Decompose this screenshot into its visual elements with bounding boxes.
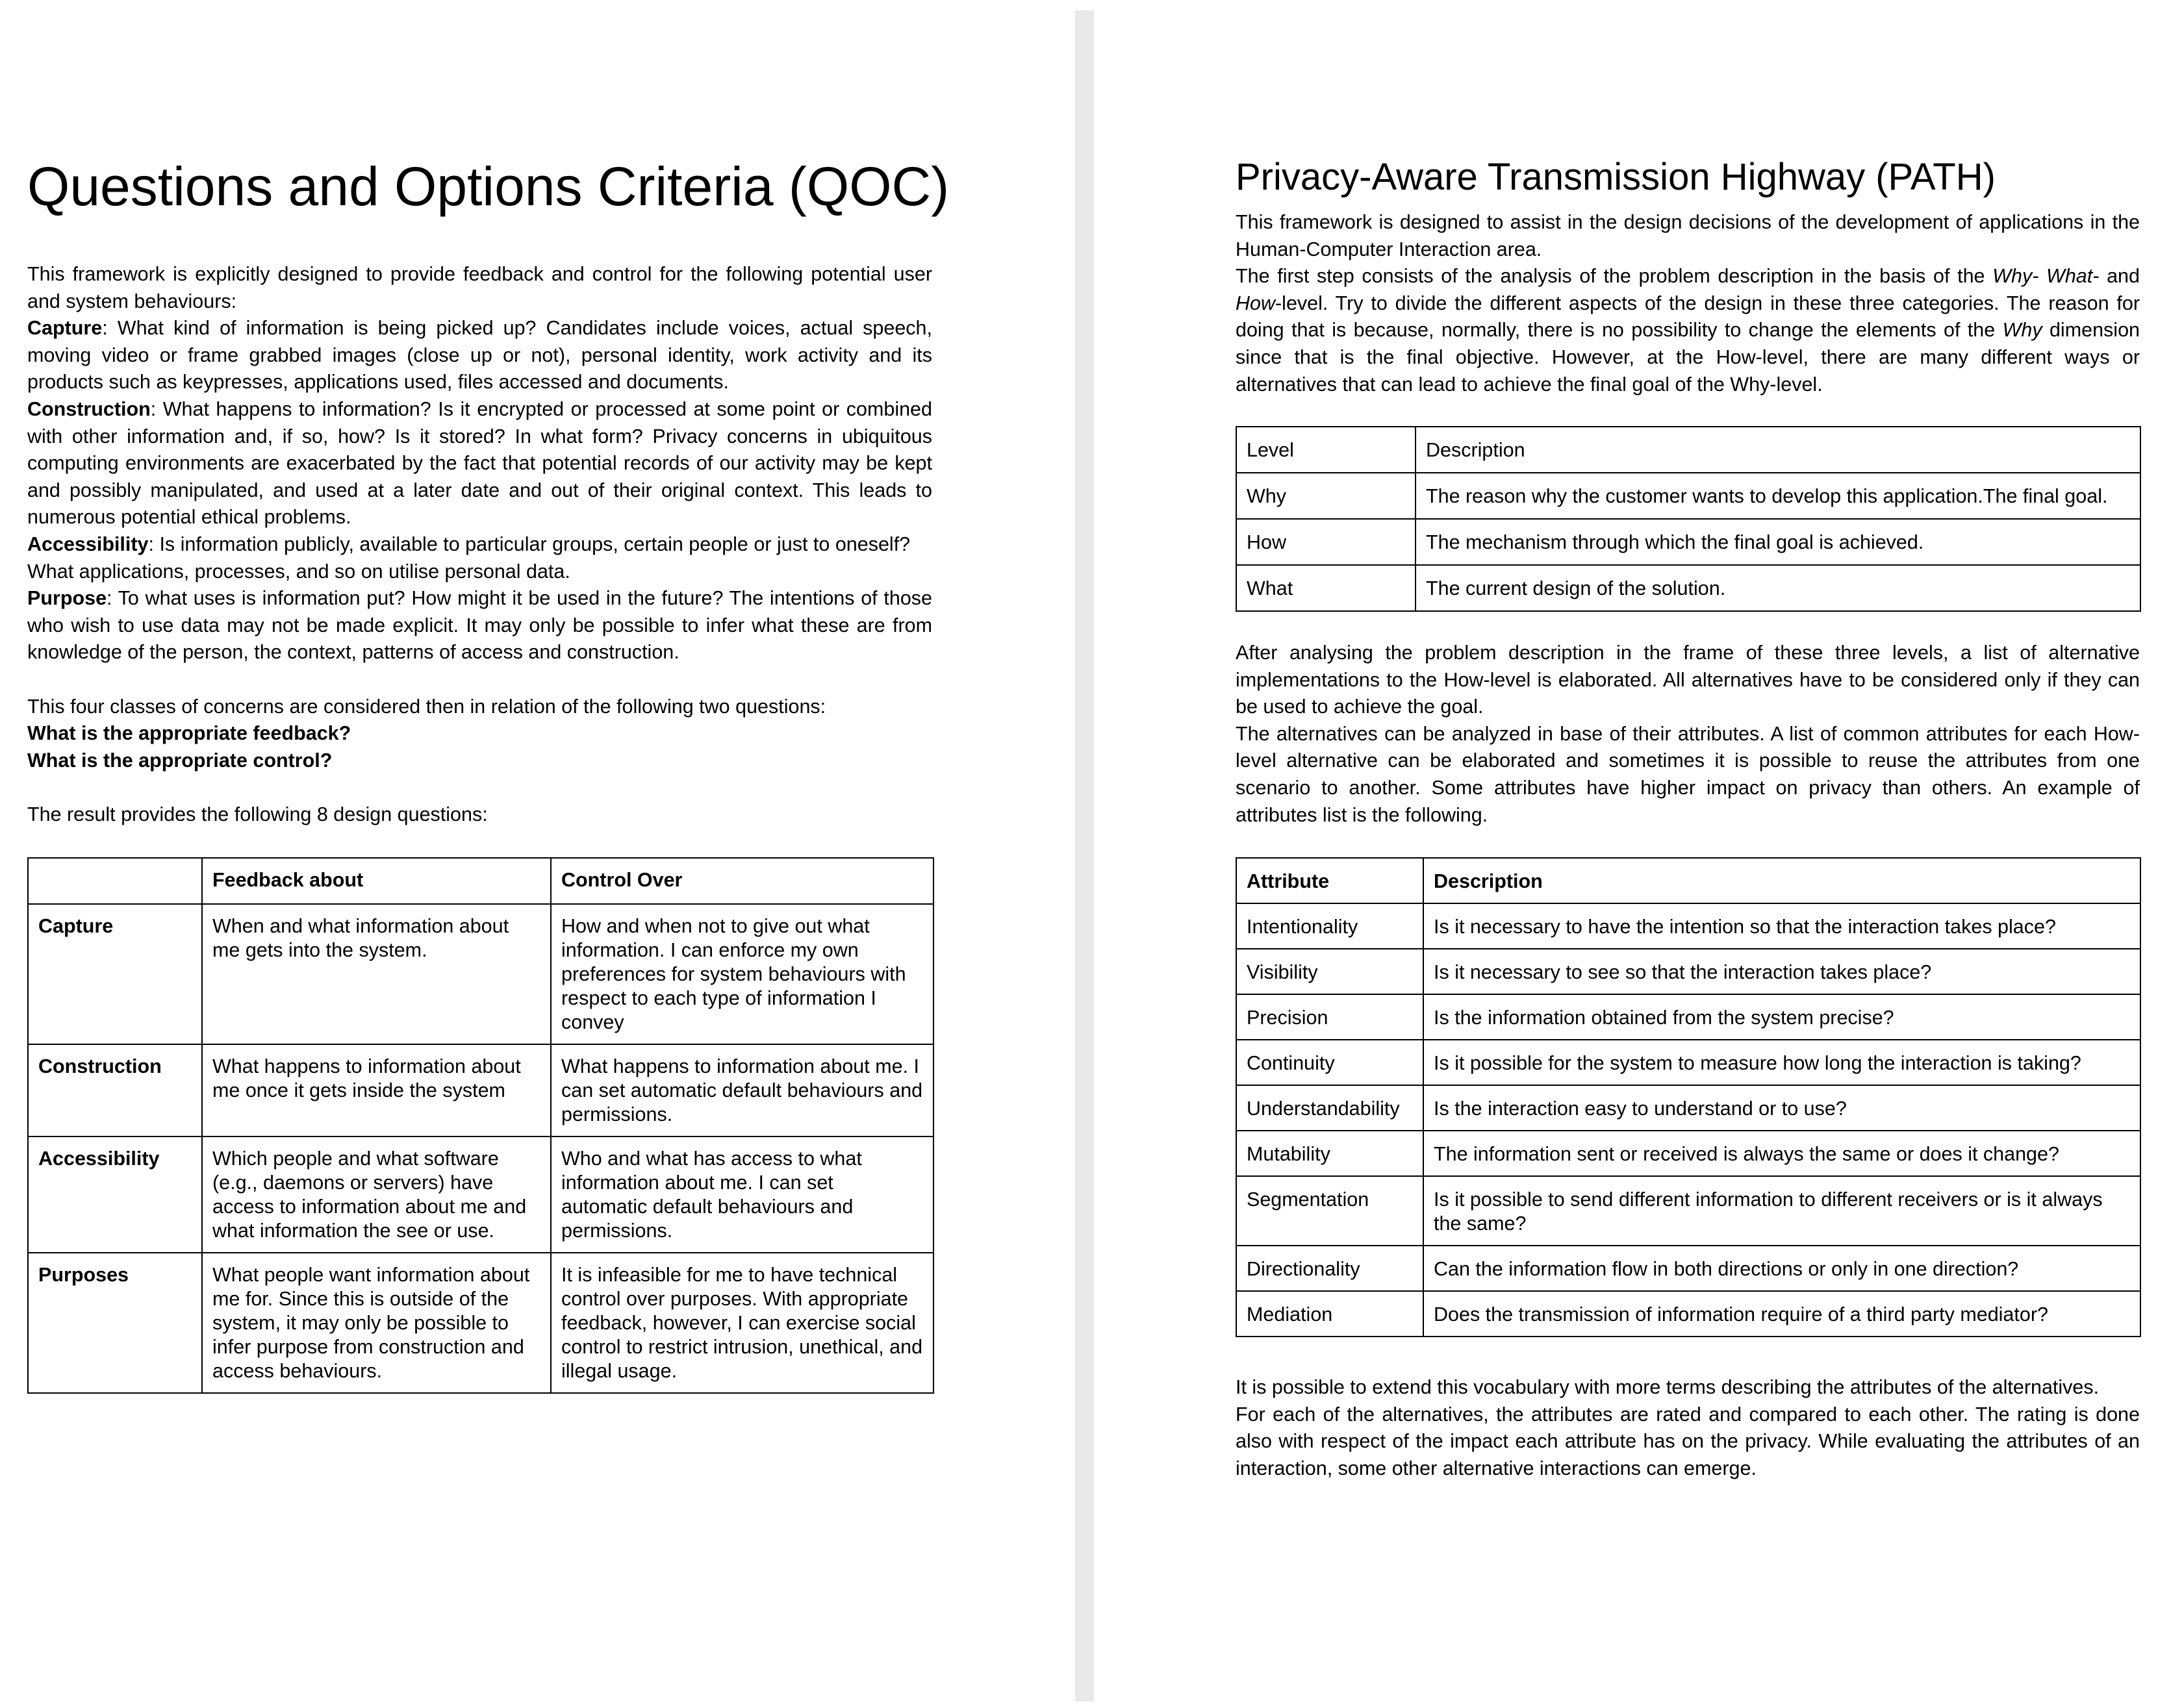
qoc-construction-paragraph [27, 396, 932, 531]
table-header-cell: Description [1423, 858, 2140, 903]
feedback-cell: What people want information about me for. Since this is outside of the system, it may only be possible to infer purpose from construction and access behaviours. [202, 1253, 551, 1393]
description-cell: Does the transmission of information require of a third party mediator? [1423, 1291, 2140, 1337]
level-cell: How [1236, 519, 1415, 565]
level-cell: Why [1236, 473, 1415, 519]
qoc-title: Questions and Options Criteria (QOC) [27, 156, 950, 217]
construction-term: Construction [27, 397, 151, 420]
description-cell: The current design of the solution. [1415, 565, 2140, 611]
attribute-cell: Continuity [1236, 1040, 1423, 1085]
construction-text: : What happens to information? Is it encrypted or processed at some point or combined with other information and, if so, how? Is it stored? In what form? Privacy concerns in ubiquitous computing environments are exacerbated by the fact that potential records of our activity may be kept and possibly manipulated, and used at a later date and out of their original context. This leads to numerous potential ethical problems. [27, 397, 932, 529]
row-label: Capture [28, 904, 202, 1044]
attribute-cell: Mediation [1236, 1291, 1423, 1337]
table-row [1236, 903, 2140, 949]
intro-2-part: and [2099, 265, 2140, 288]
feedback-cell: What happens to information about me once it gets inside the system [202, 1044, 551, 1137]
attribute-cell: Intentionality [1236, 903, 1423, 949]
description-cell: Is it possible for the system to measure how long the interaction is taking? [1423, 1040, 2140, 1085]
attribute-cell: Mutability [1236, 1131, 1423, 1176]
table-row [1236, 473, 2140, 519]
control-cell: It is infeasible for me to have technical control over purposes. With appropriate feedback, however, I can exercise social control to restrict intrusion, unethical, and illegal usage. [551, 1253, 933, 1393]
qoc-accessibility-paragraph [27, 531, 932, 585]
table-row [1236, 1176, 2140, 1246]
intro-2-why-what: Why- What- [1992, 265, 2100, 288]
table-header-cell: Control Over [551, 858, 933, 904]
path-outro [1236, 1374, 2140, 1482]
path-intro-1: This framework is designed to assist in the design decisions of the development of applications in the Human-Computer Interaction area. [1236, 211, 2140, 260]
feedback-cell: When and what information about me gets into the system. [202, 904, 551, 1044]
table-header-cell: Feedback about [202, 858, 551, 904]
attribute-cell: Understandability [1236, 1085, 1423, 1131]
attribute-cell: Visibility [1236, 949, 1423, 994]
question-control-text: What is the appropriate control? [27, 749, 333, 772]
path-mid-1: After analysing the problem description in the frame of these three levels, a list of alternative implementations to the How-level is elaborated. All alternatives have to be considered only if they can be used to achieve the goal. [1236, 642, 2140, 718]
page-gutter [1075, 10, 1094, 1702]
table-row [1236, 519, 2140, 565]
attribute-cell: Segmentation [1236, 1176, 1423, 1246]
feedback-cell: Which people and what software (e.g., daemons or servers) have access to information about me and what information the see or use. [202, 1137, 551, 1253]
description-cell: Is it possible to send different information to different receivers or is it always the same? [1423, 1176, 2140, 1246]
description-cell: Is the interaction easy to understand or to use? [1423, 1085, 2140, 1131]
qoc-body [27, 261, 932, 828]
path-title: Privacy-Aware Transmission Highway (PATH) [1236, 156, 1996, 198]
table-header-row [1236, 427, 2140, 473]
attribute-cell: Directionality [1236, 1246, 1423, 1291]
table-header-cell: Level [1236, 427, 1415, 473]
intro-2-why: Why [2002, 319, 2042, 342]
path-outro-1: It is possible to extend this vocabulary with more terms describing the attributes of the alternatives. [1236, 1376, 2100, 1398]
path-outro-2: For each of the alternatives, the attributes are rated and compared to each other. The rating is done also with respect of the impact each attribute has on the privacy. While evaluating the attributes of an interaction, some other alternative interactions can emerge. [1236, 1403, 2140, 1479]
table-row [1236, 1131, 2140, 1176]
control-cell: How and when not to give out what information. I can enforce my own preferences for system behaviours with respect to each type of information I convey [551, 904, 933, 1044]
intro-2-part: -level. Try to divide the different aspects of the design in these three categories. The reason for doing that is because, normally, there is no possibility to change the elements of the [1236, 292, 2140, 342]
qoc-intro: This framework is explicitly designed to provide feedback and control for the following potential user and system behaviours: [27, 263, 932, 312]
table-row [1236, 1246, 2140, 1291]
control-cell: Who and what has access to what information about me. I can set automatic default behaviours and permissions. [551, 1137, 933, 1253]
intro-2-how: How [1236, 292, 1276, 314]
capture-term: Capture [27, 317, 103, 340]
description-cell: Can the information flow in both directions or only in one direction? [1423, 1246, 2140, 1291]
path-intro-2 [1236, 263, 2140, 398]
capture-text: : What kind of information is being picked up? Candidates include voices, actual speech, moving video or frame grabbed images (close up or not), personal identity, work activity and its products such as keypresses, applications used, files accessed and documents. [27, 317, 932, 394]
table-row [1236, 1040, 2140, 1085]
qoc-question-control [27, 747, 932, 775]
description-cell: The reason why the customer wants to develop this application.The final goal. [1415, 473, 2140, 519]
accessibility-term: Accessibility [27, 533, 149, 555]
table-row [1236, 949, 2140, 994]
intro-2-part: The first step consists of the analysis of the problem description in the basis of the [1236, 265, 1993, 288]
question-feedback-text: What is the appropriate feedback? [27, 722, 351, 745]
purpose-term: Purpose [27, 587, 107, 610]
qoc-question-feedback [27, 720, 932, 747]
path-intro [1236, 209, 2140, 398]
description-cell: Is it necessary to see so that the interaction takes place? [1423, 949, 2140, 994]
level-cell: What [1236, 565, 1415, 611]
description-cell: The mechanism through which the final goal is achieved. [1415, 519, 2140, 565]
purpose-text: : To what uses is information put? How might it be used in the future? The intentions of those who wish to use data may not be made explicit. It may only be possible to infer what these are from knowledge of the person, the context, patterns of access and construction. [27, 587, 932, 664]
table-row [28, 1137, 933, 1253]
qoc-design-questions-table [27, 857, 934, 1394]
page-left [0, 0, 1075, 1708]
path-mid [1236, 640, 2140, 829]
path-mid-2: The alternatives can be analyzed in base of their attributes. A list of common attributes for each How-level alternative can be elaborated and sometimes it is possible to reuse the attributes from one scenario to another. Some attributes have higher impact on privacy than others. An example of attributes list is the following. [1236, 722, 2140, 826]
path-attribute-table [1236, 857, 2141, 1337]
table-row [1236, 1291, 2140, 1337]
table-row [28, 904, 933, 1044]
description-cell: Is it necessary to have the intention so that the interaction takes place? [1423, 903, 2140, 949]
table-header-row [1236, 858, 2140, 903]
description-cell: The information sent or received is always the same or does it change? [1423, 1131, 2140, 1176]
table-header-row [28, 858, 933, 904]
description-cell: Is the information obtained from the system precise? [1423, 994, 2140, 1040]
qoc-result-text: The result provides the following 8 design questions: [27, 803, 488, 825]
table-row [1236, 994, 2140, 1040]
table-row [1236, 565, 2140, 611]
path-level-table [1236, 426, 2141, 612]
intro-2-part: dimension since that is the final objective. However, at the How-level, there are many different ways or alternatives that can lead to achieve the final goal of the Why-level. [1236, 319, 2140, 396]
table-header-cell [28, 858, 202, 904]
attribute-cell: Precision [1236, 994, 1423, 1040]
row-label: Construction [28, 1044, 202, 1137]
accessibility-text: : Is information publicly, available to particular groups, certain people or just to oneself? What applications, processes, and so on utilise personal data. [27, 533, 911, 583]
table-row [1236, 1085, 2140, 1131]
qoc-classes-text: This four classes of concerns are considered then in relation of the following two questions: [27, 695, 826, 718]
table-header-cell: Description [1415, 427, 2140, 473]
qoc-capture-paragraph [27, 315, 932, 396]
table-row [28, 1044, 933, 1137]
row-label: Purposes [28, 1253, 202, 1393]
table-row [28, 1253, 933, 1393]
row-label: Accessibility [28, 1137, 202, 1253]
qoc-purpose-paragraph [27, 585, 932, 666]
table-header-cell: Attribute [1236, 858, 1423, 903]
control-cell: What happens to information about me. I can set automatic default behaviours and permissions. [551, 1044, 933, 1137]
